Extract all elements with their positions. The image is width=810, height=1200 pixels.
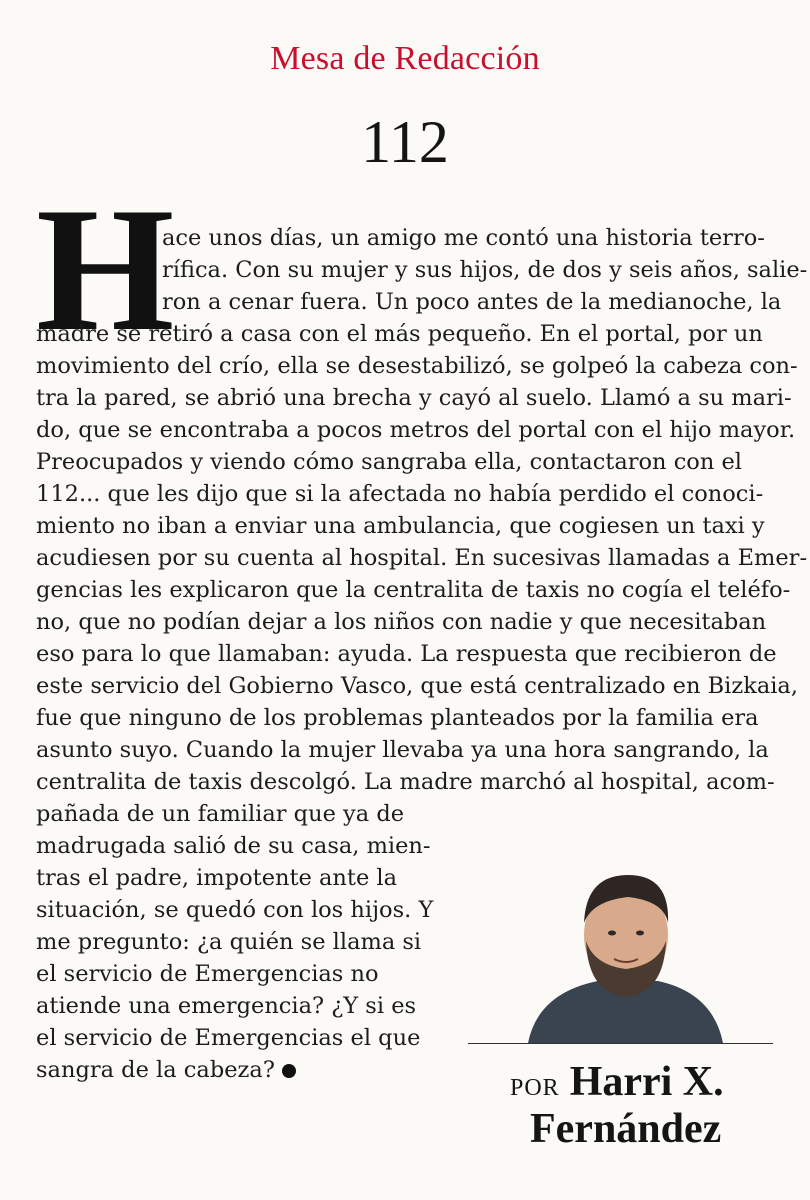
author-photo <box>468 853 773 1044</box>
body-line: madrugada salió de su casa, mien- <box>36 833 431 859</box>
body-line: asunto suyo. Cuando la mujer llevaba ya una hora sangrando, la <box>36 737 769 763</box>
body-line: Preocupados y viendo cómo sangraba ella, contactaron con el <box>36 449 742 475</box>
body-line: pañada de un familiar que ya de <box>36 801 405 827</box>
body-line: ace unos días, un amigo me contó una historia terro- <box>162 225 765 251</box>
body-line: centralita de taxis descolgó. La madre marchó al hospital, acom- <box>36 769 775 795</box>
body-line: este servicio del Gobierno Vasco, que está centralizado en Bizkaia, <box>36 673 799 699</box>
section-title: Mesa de Redacción <box>270 40 540 77</box>
author-name-last: Fernández <box>530 1106 722 1152</box>
body-line-text: sangra de la cabeza? <box>36 1057 275 1083</box>
body-line: miento no iban a enviar una ambulancia, que cogiesen un taxi y <box>36 513 765 539</box>
body-line: madre se retiró a casa con el más pequeño. En el portal, por un <box>36 321 763 347</box>
body-line: situación, se quedó con los hijos. Y <box>36 897 434 923</box>
drop-cap: H <box>36 170 175 368</box>
body-line: atiende una emergencia? ¿Y si es <box>36 993 417 1019</box>
author-name-first: Harri X. <box>569 1059 724 1105</box>
end-mark-icon <box>282 1064 296 1078</box>
byline-prefix: POR <box>510 1075 560 1101</box>
body-line: el servicio de Emergencias no <box>36 961 379 987</box>
body-line: acudiesen por su cuenta al hospital. En sucesivas llamadas a Emer- <box>36 545 808 571</box>
body-line: fue que ninguno de los problemas planteados por la familia era <box>36 705 759 731</box>
body-line: gencias les explicaron que la centralita de taxis no cogía el teléfo- <box>36 577 791 603</box>
body-line: 112... que les dijo que si la afectada no había perdido el conoci- <box>36 481 764 507</box>
body-line: eso para lo que llamaban: ayuda. La respuesta que recibieron de <box>36 641 777 667</box>
byline <box>510 1058 770 1152</box>
author-portrait-illustration <box>468 853 773 1043</box>
body-line: rífica. Con su mujer y sus hijos, de dos y seis años, salie- <box>162 257 808 283</box>
body-line: no, que no podían dejar a los niños con nadie y que necesitaban <box>36 609 767 635</box>
body-line: ron a cenar fuera. Un poco antes de la medianoche, la <box>162 289 782 315</box>
body-line: tra la pared, se abrió una brecha y cayó al suelo. Llamó a su mari- <box>36 385 792 411</box>
body-line-last <box>36 1054 296 1086</box>
body-line: tras el padre, impotente ante la <box>36 865 398 891</box>
body-line: do, que se encontraba a pocos metros del portal con el hijo mayor. <box>36 417 796 443</box>
body-line: me pregunto: ¿a quién se llama si <box>36 929 422 955</box>
headline: 112 <box>361 109 449 175</box>
body-line: el servicio de Emergencias el que <box>36 1025 421 1051</box>
body-line: movimiento del crío, ella se desestabilizó, se golpeó la cabeza con- <box>36 353 798 379</box>
